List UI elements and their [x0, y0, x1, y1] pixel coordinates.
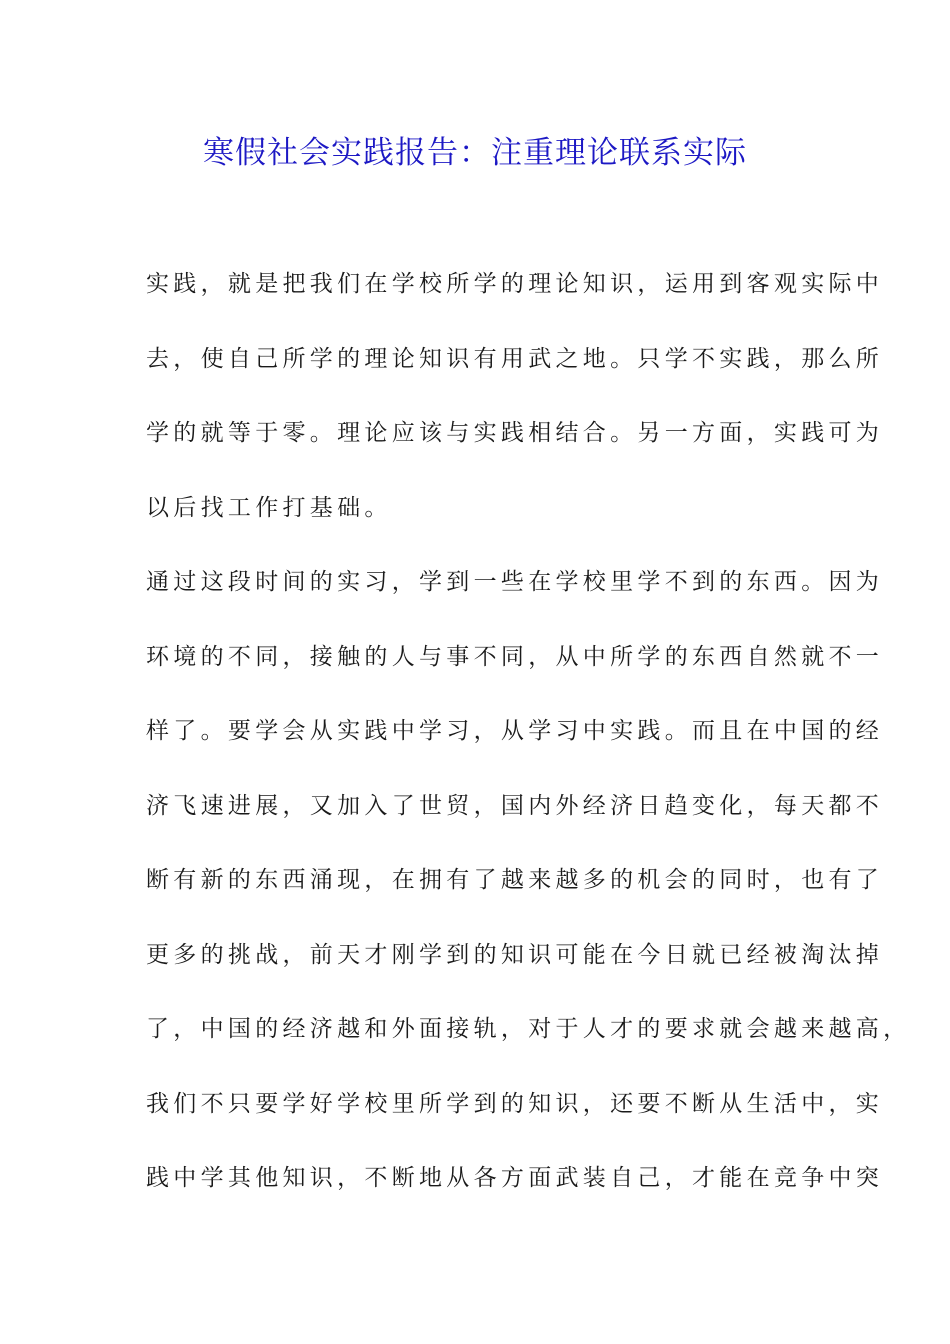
body-line: 环境的不同，接触的人与事不同，从中所学的东西自然就不一 [146, 643, 884, 670]
body-line: 学的就等于零。理论应该与实践相结合。另一方面，实践可为 [146, 420, 884, 446]
body-line: 通过这段时间的实习，学到一些在学校里学不到的东西。因为 [146, 569, 884, 595]
body-line: 以后找工作打基础。 [146, 494, 392, 521]
body-line: 我们不只要学好学校里所学到的知识，还要不断从生活中，实 [146, 1090, 884, 1117]
body-line: 实践，就是把我们在学校所学的理论知识，运用到客观实际中 [146, 271, 884, 297]
body-line: 更多的挑战，前天才刚学到的知识可能在今日就已经被淘汰掉 [146, 941, 884, 968]
body-line: 断有新的东西涌现，在拥有了越来越多的机会的同时，也有了 [146, 867, 884, 893]
body-line: 了，中国的经济越和外面接轨，对于人才的要求就会越来越高， [146, 1016, 911, 1042]
body-line: 践中学其他知识，不断地从各方面武装自己，才能在竞争中突 [146, 1165, 884, 1191]
document-body [146, 258, 911, 1227]
body-line: 样了。要学会从实践中学习，从学习中实践。而且在中国的经 [146, 718, 884, 744]
document-title: 寒假社会实践报告：注重理论联系实际 [203, 135, 747, 171]
body-line: 去，使自己所学的理论知识有用武之地。只学不实践，那么所 [146, 345, 884, 372]
body-line: 济飞速进展，又加入了世贸，国内外经济日趋变化，每天都不 [146, 792, 884, 819]
